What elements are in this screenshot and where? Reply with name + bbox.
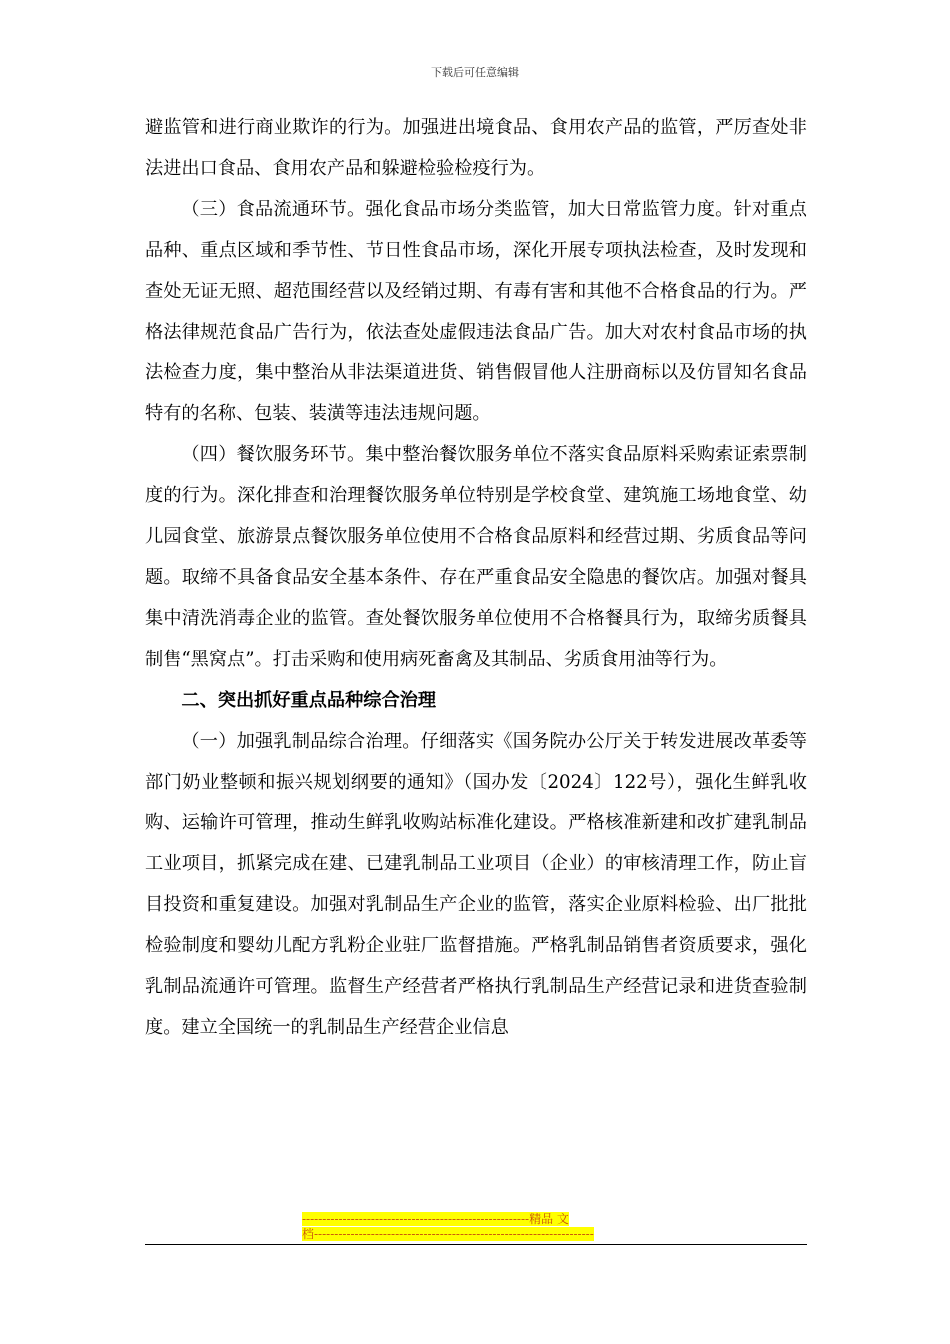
paragraph-continuation: 避监管和进行商业欺诈的行为。加强进出境食品、食用农产品的监管，严厉查处非法进出口食品、食用农产品和躲避检验检疫行为。 [145, 117, 807, 179]
page-header: 下载后可任意编辑 [431, 66, 519, 79]
footer-watermark-line1 [302, 1212, 648, 1227]
footer-divider [145, 1244, 807, 1245]
paragraph-catering-service: （四）餐饮服务环节。集中整治餐饮服务单位不落实食品原料采购索证索票制度的行为。深化排查和治理餐饮服务单位特别是学校食堂、建筑施工场地食堂、幼儿园食堂、旅游景点餐饮服务单位使用不合格食品原料和经营过期、劣质食品等问题。取缔不具备食品安全基本条件、存在严重食品安全隐患的餐饮店。加强对餐具集中清洗消毒企业的监管。查处餐饮服务单位使用不合格餐具行为，取缔劣质餐具制售“黑窝点”。打击采购和使用病死畜禽及其制品、劣质食用油等行为。 [145, 444, 807, 670]
paragraph-dairy-governance: （一）加强乳制品综合治理。仔细落实《国务院办公厅关于转发进展改革委等部门奶业整顿和振兴规划纲要的通知》（国办发〔2024〕122号），强化生鲜乳收购、运输许可管理，推动生鲜乳收购站标准化建设。严格核准新建和改扩建乳制品工业项目，抓紧完成在建、已建乳制品工业项目（企业）的审核清理工作，防止盲目投资和重复建设。加强对乳制品生产企业的监管，落实企业原料检验、出厂批批检验制度和婴幼儿配方乳粉企业驻厂监督措施。严格乳制品销售者资质要求，强化乳制品流通许可管理。监督生产经营者严格执行乳制品生产经营记录和进货查验制度。建立全国统一的乳制品生产经营企业信息 [145, 730, 807, 1038]
footer-watermark-line2 [302, 1227, 648, 1242]
paragraph-food-circulation: （三）食品流通环节。强化食品市场分类监管，加大日常监管力度。针对重点品种、重点区域和季节性、节日性食品市场，深化开展专项执法检查，及时发现和查处无证无照、超范围经营以及经销过期、有毒有害和其他不合格食品的行为。严格法律规范食品广告行为，依法查处虚假违法食品广告。加大对农村食品市场的执法检查力度，集中整治从非法渠道进货、销售假冒他人注册商标以及仿冒知名食品特有的名称、包装、装潢等违法违规问题。 [145, 198, 807, 425]
footer-watermark-text: 档--------------------------------------------------------------------- [302, 1227, 594, 1241]
section-heading: 二、突出抓好重点品种综合治理 [181, 689, 437, 711]
footer-watermark-text: --------------------------------------------------------精品 文 [302, 1212, 569, 1226]
document-body [145, 108, 807, 1049]
